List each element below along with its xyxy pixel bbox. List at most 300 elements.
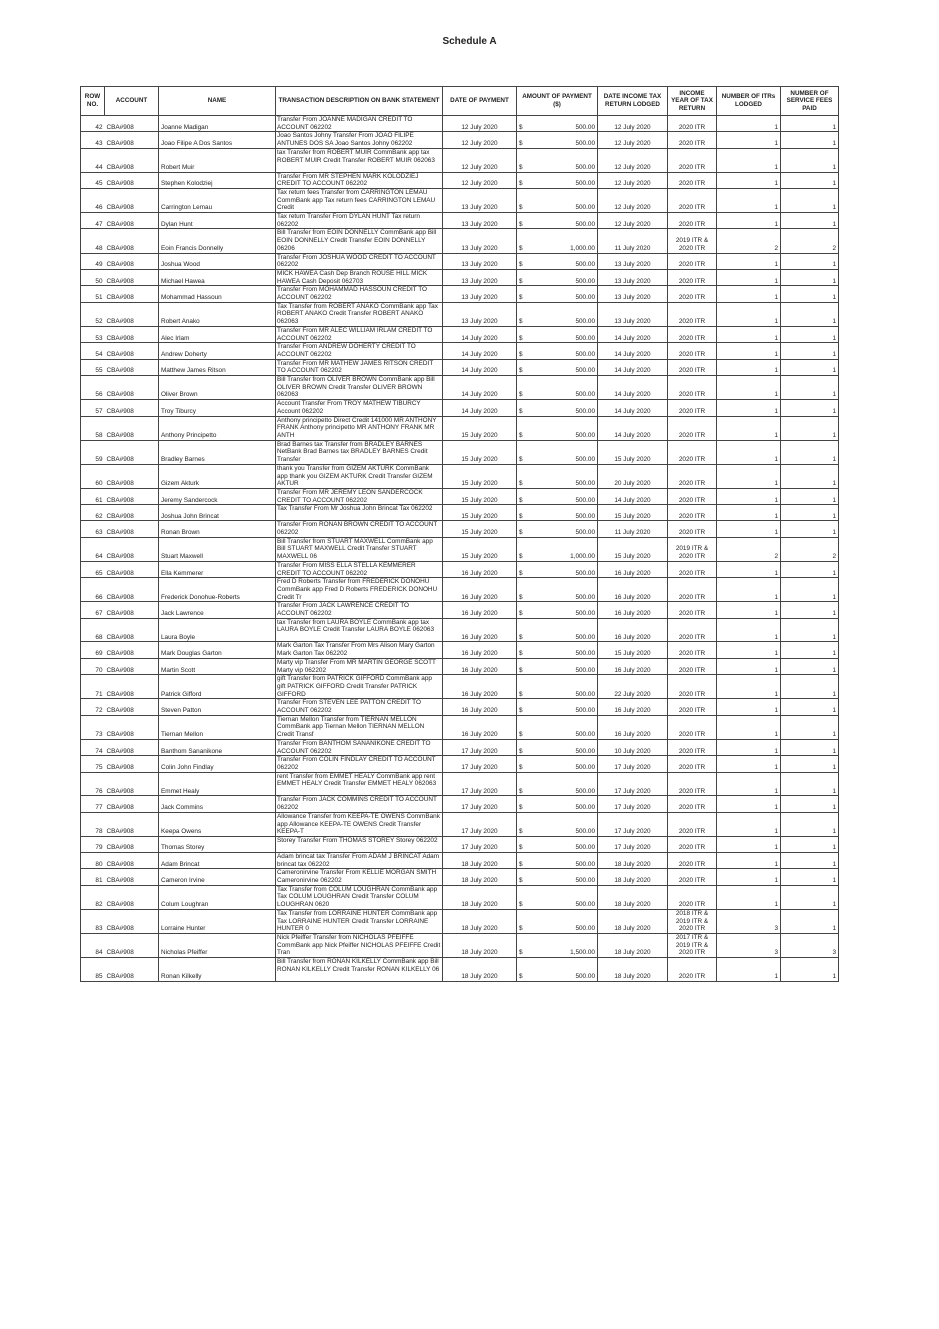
amount-cell	[517, 116, 598, 132]
amount-value: 500.00	[575, 180, 595, 188]
currency-symbol: $	[519, 407, 523, 415]
lodged-date-cell: 16 July 2020	[598, 561, 668, 577]
description-cell: MICK HAWEA Cash Dep Branch ROUSE HILL MICK HAWEA Cash Deposit 062703	[276, 269, 443, 285]
description-cell: Marty vip Transfer From MR MARTIN GEORGE SCOTT Marty vip 062202	[276, 658, 443, 674]
itrs-count-cell: 1	[717, 376, 781, 400]
description-cell: Account Transfer From TROY MATHEW TIBURCY Account 062202	[276, 400, 443, 416]
row-number: 59	[81, 440, 105, 464]
row-number: 72	[81, 699, 105, 715]
lodged-date-cell: 14 July 2020	[598, 400, 668, 416]
currency-symbol: $	[519, 764, 523, 771]
payment-date-cell: 16 July 2020	[443, 561, 517, 577]
row-number: 70	[81, 658, 105, 674]
name-cell: Mark Douglas Garton	[159, 642, 276, 658]
currency-symbol: $	[519, 707, 523, 715]
fees-count-cell: 1	[781, 416, 839, 440]
income-year-cell: 2020 ITR	[668, 326, 717, 342]
lodged-date-cell: 17 July 2020	[598, 772, 668, 796]
amount-value: 500.00	[575, 163, 595, 171]
itrs-count-cell: 2	[717, 537, 781, 561]
currency-symbol: $	[519, 787, 523, 795]
fees-count-cell: 1	[781, 675, 839, 699]
amount-cell	[517, 675, 598, 699]
header-num-fees: NUMBER OF SERVICE FEES PAID	[781, 87, 839, 116]
lodged-date-cell: 17 July 2020	[598, 756, 668, 772]
payment-date-cell: 14 July 2020	[443, 376, 517, 400]
lodged-date-cell: 13 July 2020	[598, 253, 668, 269]
row-number: 67	[81, 602, 105, 618]
itrs-count-cell: 1	[717, 772, 781, 796]
fees-count-cell: 1	[781, 836, 839, 852]
account-cell: CBA#908	[105, 675, 159, 699]
payment-date-cell: 16 July 2020	[443, 578, 517, 602]
description-cell: Joao Santos Johny Transfer From JOAO FILIPE ANTUNES DOS SA Joao Santos Johny 062202	[276, 132, 443, 148]
income-year-cell: 2020 ITR	[668, 756, 717, 772]
amount-cell	[517, 756, 598, 772]
amount-value: 500.00	[575, 277, 595, 285]
income-year-cell: 2020 ITR	[668, 602, 717, 618]
payment-date-cell: 13 July 2020	[443, 269, 517, 285]
currency-symbol: $	[519, 901, 523, 909]
fees-count-cell: 1	[781, 561, 839, 577]
currency-symbol: $	[519, 180, 523, 188]
account-cell: CBA#908	[105, 521, 159, 537]
amount-cell	[517, 359, 598, 375]
amount-value: 500.00	[575, 123, 595, 131]
payment-date-cell: 16 July 2020	[443, 602, 517, 618]
table-row	[81, 812, 839, 836]
currency-symbol: $	[519, 828, 523, 836]
description-cell: rent Transfer from EMMET HEALY CommBank app rent EMMET HEALY Credit Transfer EMMET HEALY 062063	[276, 772, 443, 796]
payment-date-cell: 16 July 2020	[443, 642, 517, 658]
row-number: 64	[81, 537, 105, 561]
row-number: 77	[81, 796, 105, 812]
row-number: 68	[81, 618, 105, 642]
payment-date-cell: 18 July 2020	[443, 885, 517, 909]
amount-cell	[517, 836, 598, 852]
amount-cell	[517, 376, 598, 400]
income-year-cell: 2020 ITR	[668, 772, 717, 796]
amount-value: 1,000.00	[570, 553, 595, 561]
row-number: 82	[81, 885, 105, 909]
amount-value: 500.00	[575, 529, 595, 537]
page-title: Schedule A	[442, 36, 497, 47]
row-number: 57	[81, 400, 105, 416]
name-cell: Jack Lawrence	[159, 602, 276, 618]
fees-count-cell: 1	[781, 618, 839, 642]
amount-cell	[517, 416, 598, 440]
table-row	[81, 618, 839, 642]
lodged-date-cell: 15 July 2020	[598, 505, 668, 521]
table-row	[81, 188, 839, 212]
row-number: 65	[81, 561, 105, 577]
amount-cell	[517, 852, 598, 868]
itrs-count-cell: 1	[717, 326, 781, 342]
amount-cell	[517, 578, 598, 602]
table-row	[81, 488, 839, 504]
amount-value: 500.00	[575, 764, 595, 771]
payment-date-cell: 15 July 2020	[443, 464, 517, 488]
table-row	[81, 699, 839, 715]
fees-count-cell: 1	[781, 812, 839, 836]
currency-symbol: $	[519, 140, 523, 148]
description-cell: Tax return fees Transfer from CARRINGTON LEMAU CommBank app Tax return fees CARRINGTON LEMAU Credit	[276, 188, 443, 212]
lodged-date-cell: 16 July 2020	[598, 658, 668, 674]
lodged-date-cell: 14 July 2020	[598, 488, 668, 504]
payment-date-cell: 17 July 2020	[443, 812, 517, 836]
description-cell: tax Transfer from ROBERT MUIR CommBank app tax ROBERT MUIR Credit Transfer ROBERT MUIR 062063	[276, 148, 443, 172]
name-cell: Dylan Hunt	[159, 213, 276, 229]
income-year-cell: 2020 ITR	[668, 376, 717, 400]
amount-cell	[517, 440, 598, 464]
table-row	[81, 675, 839, 699]
table-row	[81, 269, 839, 285]
fees-count-cell: 1	[781, 958, 839, 982]
income-year-cell: 2020 ITR	[668, 148, 717, 172]
description-cell: Transfer From JACK COMMINS CREDIT TO ACCOUNT 062202	[276, 796, 443, 812]
name-cell: Jeremy Sandercock	[159, 488, 276, 504]
income-year-cell: 2020 ITR	[668, 869, 717, 885]
amount-cell	[517, 302, 598, 326]
itrs-count-cell: 1	[717, 796, 781, 812]
name-cell: Matthew James Ritson	[159, 359, 276, 375]
table-row	[81, 739, 839, 755]
currency-symbol: $	[519, 432, 523, 439]
table-row	[81, 213, 839, 229]
description-cell: Allowance Transfer from KEEPA-TE OWENS CommBank app Allowance KEEPA-TE OWENS Credit Transfer KEEPA-T	[276, 812, 443, 836]
account-cell: CBA#908	[105, 618, 159, 642]
income-year-cell: 2020 ITR	[668, 812, 717, 836]
fees-count-cell: 1	[781, 739, 839, 755]
itrs-count-cell: 1	[717, 869, 781, 885]
description-cell: Adam brincat tax Transfer From ADAM J BRINCAT Adam brincat tax 062202	[276, 852, 443, 868]
income-year-cell: 2020 ITR	[668, 132, 717, 148]
lodged-date-cell: 18 July 2020	[598, 869, 668, 885]
header-row	[81, 87, 839, 116]
lodged-date-cell: 18 July 2020	[598, 933, 668, 957]
amount-cell	[517, 229, 598, 253]
amount-value: 500.00	[575, 432, 595, 439]
currency-symbol: $	[519, 512, 523, 520]
description-cell: Tax Transfer from LORRAINE HUNTER CommBank app Tax LORRAINE HUNTER Credit Transfer LORRAINE HUNTER 0	[276, 909, 443, 933]
payment-date-cell: 16 July 2020	[443, 699, 517, 715]
row-number: 45	[81, 172, 105, 188]
income-year-cell: 2020 ITR	[668, 852, 717, 868]
fees-count-cell: 1	[781, 885, 839, 909]
description-cell: Storey Transfer From THOMAS STOREY Storey 062202	[276, 836, 443, 852]
fees-count-cell: 1	[781, 772, 839, 796]
income-year-cell: 2020 ITR	[668, 505, 717, 521]
amount-value: 500.00	[575, 707, 595, 715]
payment-date-cell: 17 July 2020	[443, 756, 517, 772]
table-row	[81, 326, 839, 342]
description-cell: Tax return Transfer From DYLAN HUNT Tax return 062202	[276, 213, 443, 229]
row-number: 55	[81, 359, 105, 375]
currency-symbol: $	[519, 529, 523, 537]
amount-cell	[517, 869, 598, 885]
table-row	[81, 253, 839, 269]
itrs-count-cell: 1	[717, 464, 781, 488]
payment-date-cell: 16 July 2020	[443, 618, 517, 642]
payment-date-cell: 14 July 2020	[443, 359, 517, 375]
lodged-date-cell: 16 July 2020	[598, 618, 668, 642]
name-cell: Colum Loughran	[159, 885, 276, 909]
payment-date-cell: 14 July 2020	[443, 343, 517, 359]
account-cell: CBA#908	[105, 464, 159, 488]
fees-count-cell: 1	[781, 464, 839, 488]
description-cell: Transfer From MR MATHEW JAMES RITSON CREDIT TO ACCOUNT 062202	[276, 359, 443, 375]
itrs-count-cell: 1	[717, 675, 781, 699]
amount-cell	[517, 253, 598, 269]
fees-count-cell: 1	[781, 869, 839, 885]
payment-date-cell: 13 July 2020	[443, 188, 517, 212]
amount-cell	[517, 885, 598, 909]
amount-cell	[517, 772, 598, 796]
amount-value: 500.00	[575, 877, 595, 885]
lodged-date-cell: 18 July 2020	[598, 885, 668, 909]
name-cell: Ronan Brown	[159, 521, 276, 537]
account-cell: CBA#908	[105, 488, 159, 504]
description-cell: Transfer From MISS ELLA STELLA KEMMERER CREDIT TO ACCOUNT 062202	[276, 561, 443, 577]
lodged-date-cell: 12 July 2020	[598, 213, 668, 229]
name-cell: Martin Scott	[159, 658, 276, 674]
row-number: 49	[81, 253, 105, 269]
lodged-date-cell: 13 July 2020	[598, 269, 668, 285]
header-account: ACCOUNT	[105, 87, 159, 116]
table-row	[81, 172, 839, 188]
row-number: 85	[81, 958, 105, 982]
fees-count-cell: 1	[781, 699, 839, 715]
lodged-date-cell: 12 July 2020	[598, 172, 668, 188]
currency-symbol: $	[519, 553, 523, 561]
lodged-date-cell: 12 July 2020	[598, 148, 668, 172]
income-year-cell: 2020 ITR	[668, 416, 717, 440]
row-number: 60	[81, 464, 105, 488]
row-number: 46	[81, 188, 105, 212]
account-cell: CBA#908	[105, 269, 159, 285]
fees-count-cell: 1	[781, 116, 839, 132]
name-cell: Thomas Storey	[159, 836, 276, 852]
income-year-cell: 2020 ITR	[668, 464, 717, 488]
payment-date-cell: 13 July 2020	[443, 302, 517, 326]
account-cell: CBA#908	[105, 416, 159, 440]
row-number: 56	[81, 376, 105, 400]
payment-date-cell: 16 July 2020	[443, 675, 517, 699]
itrs-count-cell: 1	[717, 578, 781, 602]
amount-value: 500.00	[575, 407, 595, 415]
fees-count-cell: 1	[781, 852, 839, 868]
account-cell: CBA#908	[105, 440, 159, 464]
currency-symbol: $	[519, 610, 523, 618]
currency-symbol: $	[519, 844, 523, 852]
payment-date-cell: 13 July 2020	[443, 286, 517, 302]
account-cell: CBA#908	[105, 658, 159, 674]
amount-cell	[517, 642, 598, 658]
amount-value: 500.00	[575, 204, 595, 212]
currency-symbol: $	[519, 350, 523, 358]
fees-count-cell: 1	[781, 253, 839, 269]
table-row	[81, 909, 839, 933]
lodged-date-cell: 12 July 2020	[598, 188, 668, 212]
itrs-count-cell: 1	[717, 642, 781, 658]
table-row	[81, 602, 839, 618]
itrs-count-cell: 1	[717, 440, 781, 464]
name-cell: Nicholas Pfeiffer	[159, 933, 276, 957]
name-cell: Robert Anako	[159, 302, 276, 326]
table-row	[81, 505, 839, 521]
fees-count-cell: 1	[781, 715, 839, 739]
name-cell: Tiernan Mellon	[159, 715, 276, 739]
payment-date-cell: 12 July 2020	[443, 132, 517, 148]
amount-cell	[517, 537, 598, 561]
itrs-count-cell: 1	[717, 885, 781, 909]
account-cell: CBA#908	[105, 253, 159, 269]
row-number: 76	[81, 772, 105, 796]
payment-date-cell: 13 July 2020	[443, 229, 517, 253]
row-number: 43	[81, 132, 105, 148]
payment-date-cell: 15 July 2020	[443, 521, 517, 537]
account-cell: CBA#908	[105, 172, 159, 188]
fees-count-cell: 1	[781, 440, 839, 464]
income-year-cell: 2020 ITR	[668, 253, 717, 269]
row-number: 66	[81, 578, 105, 602]
currency-symbol: $	[519, 747, 523, 755]
payment-date-cell: 15 July 2020	[443, 488, 517, 504]
row-number: 81	[81, 869, 105, 885]
currency-symbol: $	[519, 633, 523, 641]
description-cell: Transfer From MR JEREMY LEON SANDERCOCK CREDIT TO ACCOUNT 062202	[276, 488, 443, 504]
lodged-date-cell: 13 July 2020	[598, 302, 668, 326]
amount-value: 500.00	[575, 480, 595, 488]
income-year-cell: 2020 ITR	[668, 739, 717, 755]
amount-cell	[517, 286, 598, 302]
payment-date-cell: 18 July 2020	[443, 958, 517, 982]
header-date-lodged: DATE INCOME TAX RETURN LODGED	[598, 87, 668, 116]
income-year-cell: 2020 ITR	[668, 699, 717, 715]
amount-cell	[517, 796, 598, 812]
currency-symbol: $	[519, 593, 523, 601]
table-row	[81, 869, 839, 885]
account-cell: CBA#908	[105, 852, 159, 868]
lodged-date-cell: 16 July 2020	[598, 715, 668, 739]
name-cell: Stephen Kolodziej	[159, 172, 276, 188]
payment-date-cell: 17 July 2020	[443, 796, 517, 812]
row-number: 53	[81, 326, 105, 342]
itrs-count-cell: 1	[717, 836, 781, 852]
account-cell: CBA#908	[105, 958, 159, 982]
amount-cell	[517, 326, 598, 342]
lodged-date-cell: 14 July 2020	[598, 376, 668, 400]
amount-value: 1,500.00	[570, 949, 595, 957]
currency-symbol: $	[519, 334, 523, 342]
description-cell: Transfer From MOHAMMAD HASSOUN CREDIT TO ACCOUNT 062202	[276, 286, 443, 302]
row-number: 73	[81, 715, 105, 739]
lodged-date-cell: 22 July 2020	[598, 675, 668, 699]
lodged-date-cell: 18 July 2020	[598, 852, 668, 868]
name-cell: Anthony Principetto	[159, 416, 276, 440]
currency-symbol: $	[519, 973, 523, 981]
lodged-date-cell: 14 July 2020	[598, 326, 668, 342]
name-cell: Oliver Brown	[159, 376, 276, 400]
amount-value: 500.00	[575, 633, 595, 641]
table-row	[81, 286, 839, 302]
table-row	[81, 521, 839, 537]
payment-date-cell: 14 July 2020	[443, 326, 517, 342]
table-row	[81, 642, 839, 658]
table-row	[81, 537, 839, 561]
lodged-date-cell: 18 July 2020	[598, 958, 668, 982]
fees-count-cell: 1	[781, 343, 839, 359]
row-number: 42	[81, 116, 105, 132]
table-row	[81, 400, 839, 416]
lodged-date-cell: 18 July 2020	[598, 909, 668, 933]
income-year-cell: 2020 ITR	[668, 958, 717, 982]
name-cell: Gizem Akturk	[159, 464, 276, 488]
row-number: 63	[81, 521, 105, 537]
account-cell: CBA#908	[105, 561, 159, 577]
table-row	[81, 756, 839, 772]
lodged-date-cell: 17 July 2020	[598, 836, 668, 852]
currency-symbol: $	[519, 860, 523, 868]
description-cell: Mark Garton Tax Transfer From Mrs Alison Mary Garton Mark Garton Tax 062202	[276, 642, 443, 658]
table-row	[81, 302, 839, 326]
income-year-cell: 2020 ITR	[668, 302, 717, 326]
name-cell: Joshua Wood	[159, 253, 276, 269]
table-row	[81, 561, 839, 577]
income-year-cell: 2020 ITR	[668, 359, 717, 375]
fees-count-cell: 1	[781, 376, 839, 400]
amount-value: 500.00	[575, 569, 595, 577]
income-year-cell: 2020 ITR	[668, 440, 717, 464]
amount-cell	[517, 132, 598, 148]
amount-cell	[517, 343, 598, 359]
amount-value: 500.00	[575, 140, 595, 148]
payment-date-cell: 12 July 2020	[443, 172, 517, 188]
amount-value: 1,000.00	[570, 244, 595, 252]
income-year-cell: 2018 ITR & 2019 ITR & 2020 ITR	[668, 909, 717, 933]
fees-count-cell: 1	[781, 359, 839, 375]
currency-symbol: $	[519, 731, 523, 739]
account-cell: CBA#908	[105, 772, 159, 796]
income-year-cell: 2020 ITR	[668, 172, 717, 188]
header-num-itrs: NUMBER OF ITRs LODGED	[717, 87, 781, 116]
name-cell: Cameron Irvine	[159, 869, 276, 885]
table-row	[81, 852, 839, 868]
description-cell: Nick Pfeiffer Transfer from NICHOLAS PFEIFFE CommBank app Nick Pfeiffer NICHOLAS PFEIFFE Credit Tran	[276, 933, 443, 957]
payment-date-cell: 18 July 2020	[443, 869, 517, 885]
description-cell: Bill Transfer from STUART MAXWELL CommBank app Bill STUART MAXWELL Credit Transfer STUART MAXWELL 06	[276, 537, 443, 561]
lodged-date-cell: 11 July 2020	[598, 229, 668, 253]
amount-value: 500.00	[575, 844, 595, 852]
lodged-date-cell: 16 July 2020	[598, 578, 668, 602]
account-cell: CBA#908	[105, 756, 159, 772]
account-cell: CBA#908	[105, 602, 159, 618]
fees-count-cell: 1	[781, 602, 839, 618]
amount-cell	[517, 715, 598, 739]
amount-cell	[517, 400, 598, 416]
currency-symbol: $	[519, 456, 523, 464]
name-cell: Laura Boyle	[159, 618, 276, 642]
amount-cell	[517, 618, 598, 642]
income-year-cell: 2020 ITR	[668, 885, 717, 909]
description-cell: tax Transfer from LAURA BOYLE CommBank app tax LAURA BOYLE Credit Transfer LAURA BOYLE 062063	[276, 618, 443, 642]
account-cell: CBA#908	[105, 578, 159, 602]
table-row	[81, 132, 839, 148]
amount-value: 500.00	[575, 804, 595, 812]
lodged-date-cell: 12 July 2020	[598, 116, 668, 132]
itrs-count-cell: 1	[717, 699, 781, 715]
account-cell: CBA#908	[105, 132, 159, 148]
